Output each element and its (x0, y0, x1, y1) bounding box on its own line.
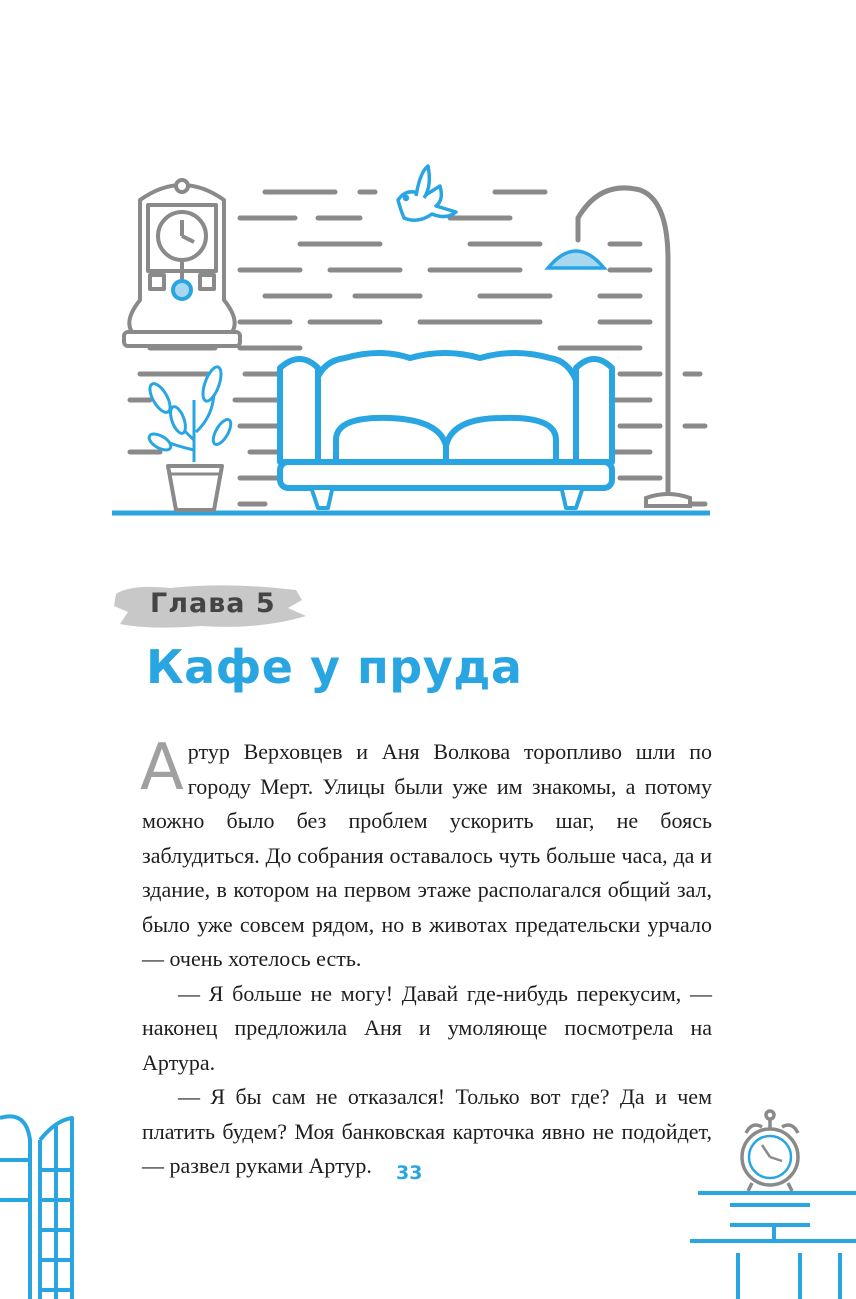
paragraph: — Я бы сам не отказался! Только вот где? Да и чем платить будем? Моя банковская карточка явно не подойдет, — развел руками Артур. (142, 1084, 712, 1178)
alarm-clock-icon (742, 1111, 798, 1191)
paragraph: — Я больше не могу! Давай где-нибудь перекусим, — наконец предложила Аня и умоляюще посмотрела на Артура. (142, 980, 712, 1075)
chapter-label-banner (110, 580, 310, 634)
chapter-title: Кафе у пруда (146, 640, 523, 694)
bird-icon (398, 166, 456, 220)
room-illustration (0, 0, 856, 560)
paragraph-text: ртур Верховцев и Аня Волкова торопливо шли по городу Мерт. Улицы были уже им знакомы, а потому можно было без проблем ускорить шаг, не боясь заблудиться. До собрания оставалось чуть больше часа, да и здание, в котором на первом этаже располагался общий зал, было уже совсем рядом, но в животах предательски урчало — очень хотелось есть. (142, 739, 712, 971)
chapter-label: Глава 5 (150, 588, 276, 619)
page-number: 33 (396, 1162, 423, 1184)
shelf-icon (690, 1193, 856, 1299)
potted-plant-icon (146, 365, 234, 510)
drop-cap: А (140, 731, 184, 805)
shelf-scene (690, 1105, 856, 1299)
paragraph (140, 731, 712, 977)
sofa-icon (280, 353, 612, 508)
window-icon (0, 1100, 80, 1299)
grandfather-clock-icon (124, 180, 240, 346)
body-text (140, 731, 712, 1184)
